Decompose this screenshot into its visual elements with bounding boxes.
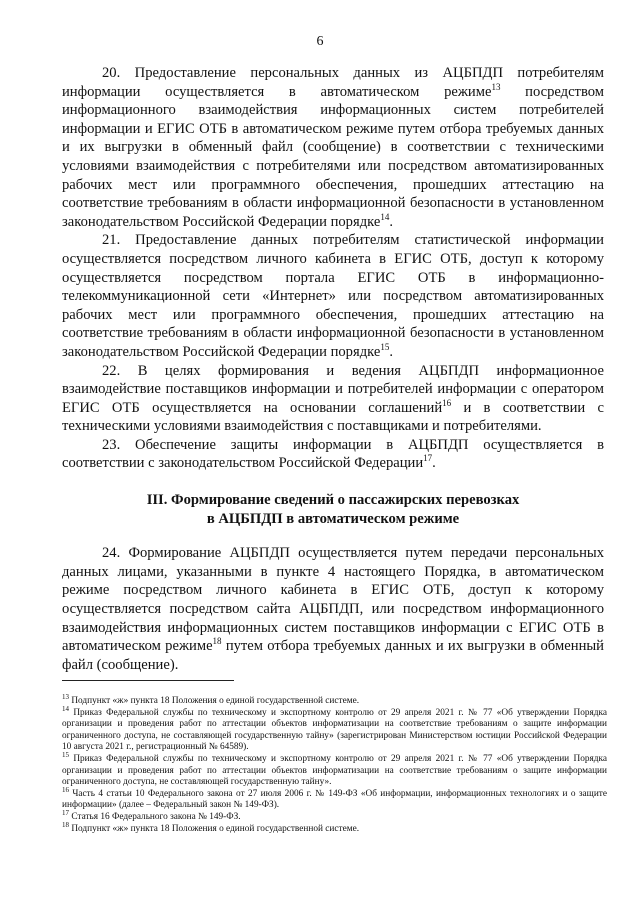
footnote-text: Приказ Федеральной службы по техническому и экспортному контролю от 29 апреля 2021 г. № 77 «Об утверждении Порядка организации и проведения работ по аттестации объектов информатизации на соответствие требованиям о защите информации ограниченного доступа, не составляющей государственную тайну». [62,753,607,788]
paragraph [62,231,604,361]
paragraph [62,436,604,473]
footnote-text: Приказ Федеральной службы по техническому и экспортному контролю от 29 апреля 2021 г. № 77 «Об утверждении Порядка организации и проведения работ по аттестации объектов информатизации на соответствие требованиям о защите информации ограниченного доступа, не составляющей государственную тайну» (зарегистрирован Министерством юстиции Российской Федерации 10 августа 2021 г., регистрационный № 64589). [62,707,607,753]
section-heading-line-2: в АЦБПДП в автоматическом режиме [206,510,460,527]
paragraph-text: . [389,343,393,360]
footnote-number: 18 [62,820,69,829]
paragraph-text: 22. В целях формирования и ведения АЦБПДП информационное взаимодействие поставщиков информации и потребителей информации с оператором ЕГИС ОТБ осуществляется на основании соглашений [62,362,604,416]
footnote-ref: 15 [380,342,390,353]
footnote [62,692,607,708]
footnote [62,785,607,812]
paragraph [62,64,604,231]
footnote [62,808,607,824]
footnote-ref: 14 [380,211,390,222]
document-body [62,64,604,674]
footnote-separator [62,680,234,681]
section-heading [62,491,604,528]
paragraph [62,544,604,674]
footnote-ref: 17 [423,453,433,464]
paragraphs-section-2 [62,64,604,473]
section-heading-line-1: III. Формирование сведений о пассажирских перевозках [146,492,520,509]
paragraph-text: и в соответствии с техническими условиями взаимодействия с поставщиками и потребителями. [62,399,604,435]
footnote-ref: 16 [442,397,452,408]
paragraph-text: 24. Формирование АЦБПДП осуществляется путем передачи персональных данных лицами, указанными в пункте 4 настоящего Порядка, в автоматическом режиме посредством личного кабинета в ЕГИС ОТБ, доступ к которому осуществляется посредством сайта АЦБПДП, или посредством информационного взаимодействия информационных систем поставщиков информации с ЕГИС ОТБ в автоматическом режиме [62,545,604,655]
paragraph-text: . [432,455,436,472]
footnotes [62,692,607,835]
footnote-text: Статья 16 Федерального закона № 149-ФЗ. [69,811,241,822]
paragraph-text: . [389,213,393,230]
paragraphs-section-3 [62,544,604,674]
paragraph-text: 23. Обеспечение защиты информации в АЦБПДП осуществляется в соответствии с законодательством Российской Федерации [62,436,604,472]
footnote [62,820,607,836]
paragraph [62,362,604,436]
footnote-text: Подпункт «ж» пункта 18 Положения о единой государственной системе. [69,823,360,834]
paragraph-text: 20. Предоставление персональных данных из АЦБПДП потребителям информации осуществляется в автоматическом режиме [62,65,604,100]
footnote-text: Подпункт «ж» пункта 18 Положения о единой государственной системе. [69,696,360,706]
footnote [62,750,607,789]
footnote-number: 15 [62,750,69,759]
paragraph-text: 21. Предоставление данных потребителям статистической информации осуществляется посредством личного кабинета в ЕГИС ОТБ, доступ к которому осуществляется посредством портала ЕГИС ОТБ в информационно-телекоммуникационной сети «Интернет» или посредством автоматизированных рабочих мест или программного обеспечения, прошедших аттестацию на соответствие требованиям в области информационной безопасности в установленном законодательством Российской Федерации порядке [62,232,604,360]
page-number: 6 [316,34,324,49]
footnote [62,704,607,754]
footnote-ref: 18 [212,636,222,647]
paragraph-text: путем отбора требуемых данных и их выгрузки в обменный файл (сообщение). [62,638,604,673]
paragraph-text: посредством информационного взаимодействия информационных систем потребителей информации и ЕГИС ОТБ в автоматическом режиме путем отбора требуемых данных и их выгрузки в обменный файл (сообщение) в соответствии с техническими условиями взаимодействия с потребителями или посредством автоматизированных рабочих мест или программного обеспечения, прошедших аттестацию на соответствие требованиям в области информационной безопасности в установленном законодательством Российской Федерации порядке [62,83,604,230]
footnote-number: 14 [62,704,69,713]
footnote-ref: 13 [491,81,501,92]
footnote-number: 16 [62,785,69,794]
footnote-text: Часть 4 статьи 10 Федерального закона от 27 июля 2006 г. № 149-ФЗ «Об информации, информационных технологиях и о защите информации» (далее – Федеральный закон № 149-ФЗ). [62,788,607,811]
footnote-number: 13 [62,692,69,701]
footnote-number: 17 [62,808,69,817]
